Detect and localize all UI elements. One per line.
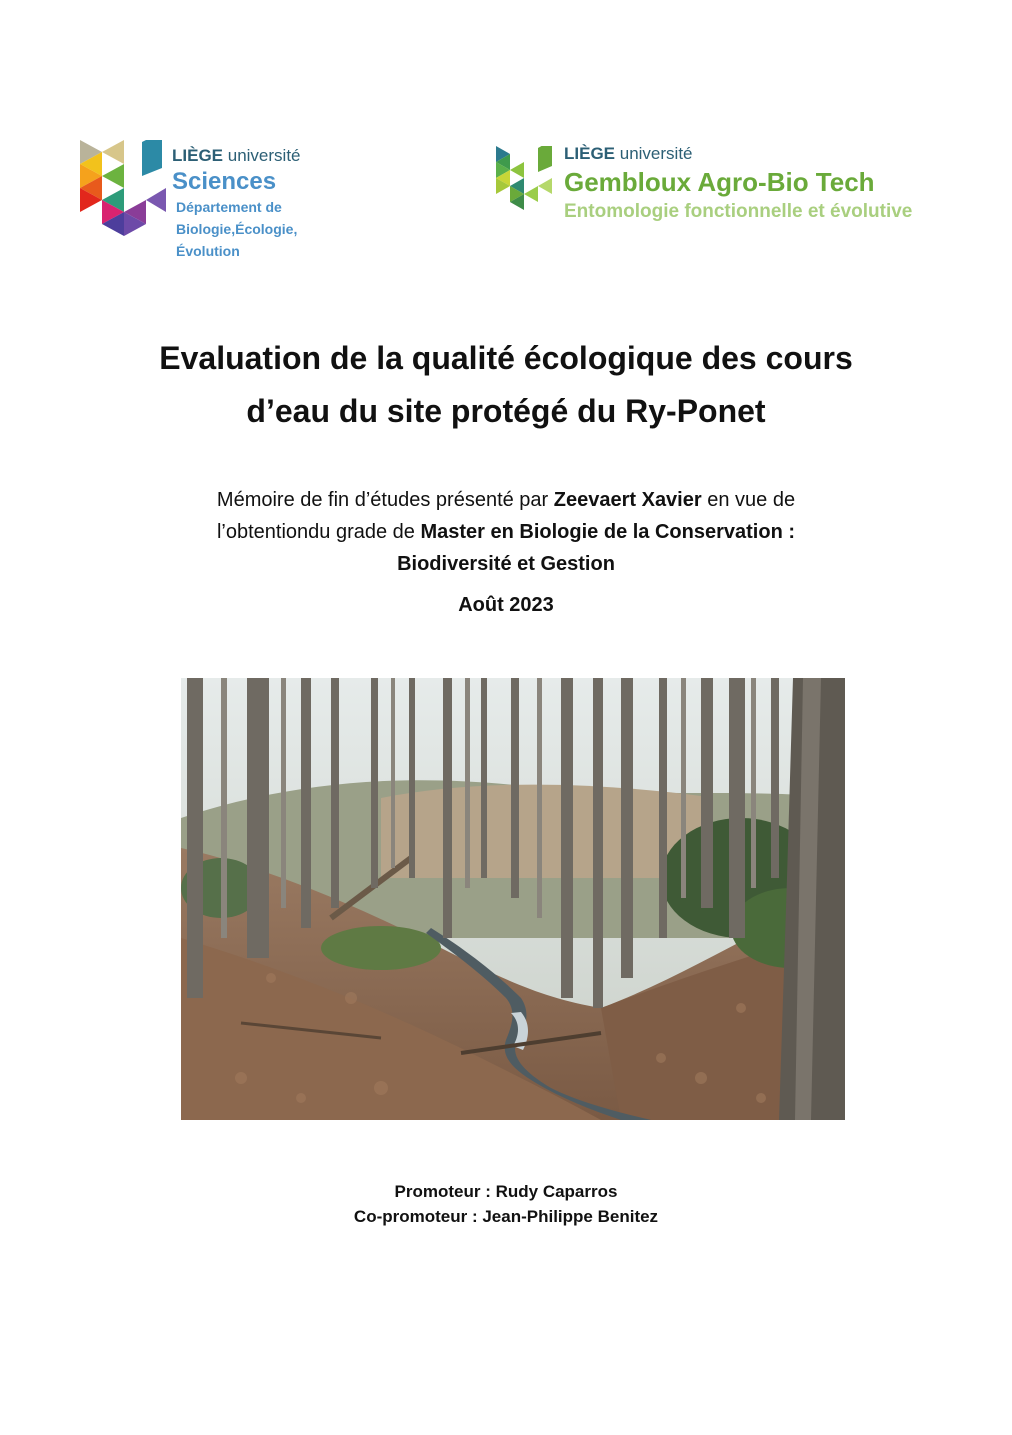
logo-right-department: Entomologie fonctionnelle et évolutive <box>564 201 913 222</box>
logo-liege-gembloux <box>496 140 966 240</box>
co-promoteur: Co-promoteur : Jean-Philippe Benitez <box>353 1207 659 1226</box>
promoteur: Promoteur : Rudy Caparros <box>394 1182 618 1201</box>
subtitle-text-1: Mémoire de fin d’études présenté par <box>216 489 554 511</box>
logo-right-brand: LIÈGE <box>564 144 616 163</box>
document-title <box>100 332 912 438</box>
liege-mosaic-icon <box>80 140 166 240</box>
logo-left-department: Département de Biologie,Écologie, Évolution <box>176 199 298 259</box>
title-line-1: Evaluation de la qualité écologique des cours <box>159 340 853 376</box>
logo-left-brand-suffix: université <box>227 146 301 165</box>
logo-liege-sciences <box>80 140 340 270</box>
degree-name: Master en Biologie de la Conservation : Biodiversité et Gestion <box>397 521 796 575</box>
author-name: Zeevaert Xavier <box>553 489 702 511</box>
thesis-description <box>200 484 812 580</box>
forest-stream-photo <box>181 678 845 1120</box>
supervisors <box>0 1179 1012 1229</box>
forest-stream-illustration <box>181 678 845 1120</box>
logo-right-brand-suffix: université <box>619 144 693 163</box>
logo-right-faculty: Gembloux Agro-Bio Tech <box>564 167 875 197</box>
subtitle-text-2: en vue de l’obtentiondu grade de <box>216 489 796 543</box>
submission-date: Août 2023 <box>458 594 554 616</box>
title-line-2: d’eau du site protégé du Ry-Ponet <box>246 393 766 429</box>
logo-left-brand: LIÈGE <box>172 146 224 165</box>
logo-left-faculty: Sciences <box>172 168 277 195</box>
gembloux-mosaic-icon <box>496 146 556 218</box>
